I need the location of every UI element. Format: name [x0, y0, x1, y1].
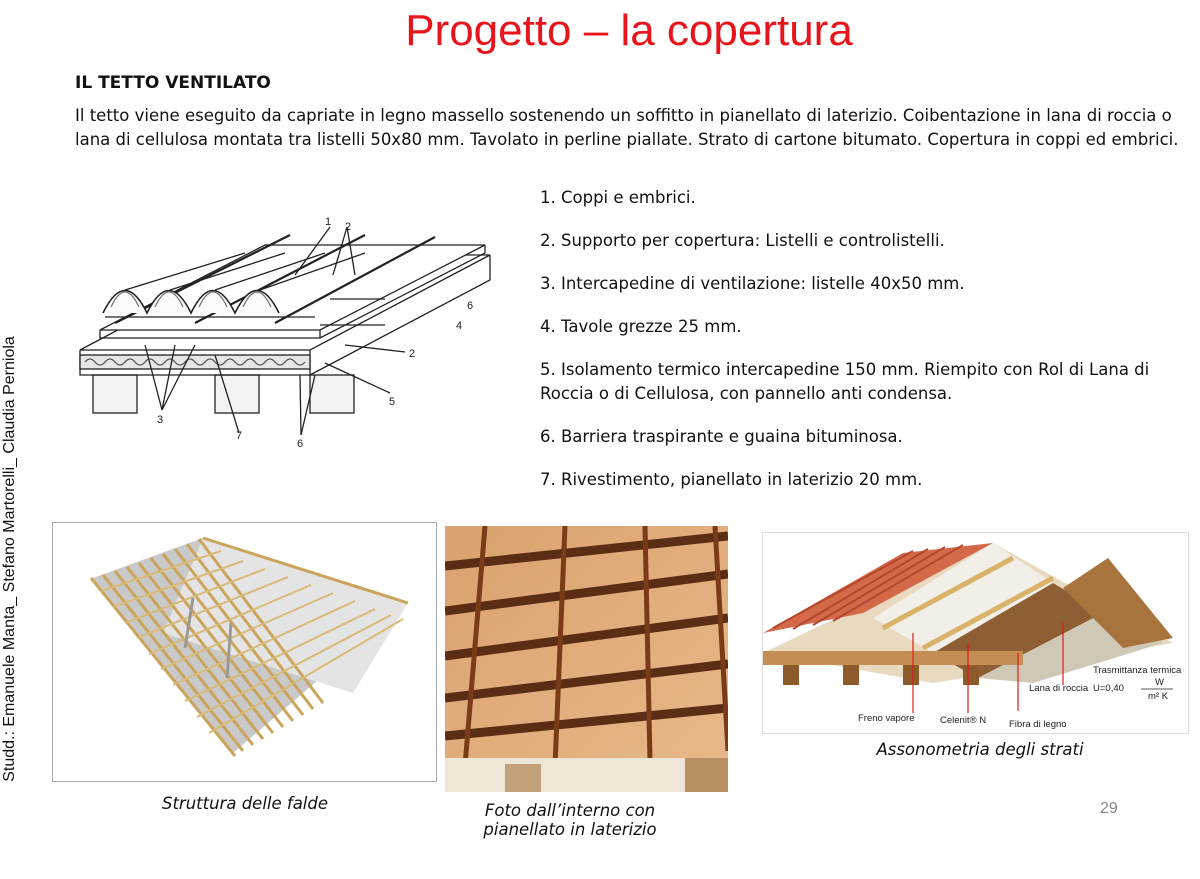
- axonometry-label: U=0,40: [1093, 683, 1124, 694]
- callout-label: 3: [157, 414, 164, 426]
- section-heading: IL TETTO VENTILATO: [75, 73, 271, 93]
- axonometry-label: Lana di roccia: [1029, 683, 1089, 694]
- photo-caption-line: pianellato in laterizio: [483, 820, 657, 839]
- axonometry-label: Trasmittanza termica: [1093, 665, 1182, 676]
- callout-label: 1: [325, 216, 332, 228]
- axonometry-label: Celenit® N: [940, 715, 987, 726]
- page-title: Progetto – la copertura: [405, 6, 853, 55]
- list-item: 3. Intercapedine di ventilazione: listelle 40x50 mm.: [540, 274, 965, 293]
- structure-caption: Struttura delle falde: [161, 794, 329, 813]
- axonometry-label: Fibra di legno: [1009, 719, 1067, 730]
- axonometry-label: Freno vapore: [858, 713, 915, 724]
- page-number: 29: [1100, 800, 1118, 817]
- list-item: 7. Rivestimento, pianellato in laterizio 20 mm.: [540, 470, 923, 489]
- axonometry-caption: Assonometria degli strati: [876, 740, 1084, 759]
- callout-label: 2: [345, 221, 352, 233]
- callout-label: 4: [456, 320, 463, 332]
- layer-list: [540, 186, 1170, 511]
- list-item: 6. Barriera traspirante e guaina bituminosa.: [540, 427, 903, 446]
- intro-paragraph: Il tetto viene eseguito da capriate in legno massello sostenendo un soffitto in pianellato di laterizio. Coibentazione in lana di roccia o lana di cellulosa montata tra listelli 50x80 mm. Tavolato in perline piallate. Strato di cartone bitumato. Copertura in coppi ed embrici.: [75, 106, 1179, 149]
- axonometry-figure: [762, 532, 1189, 734]
- callout-label: 6: [467, 300, 474, 312]
- photo-caption-line: Foto dall’interno con: [484, 801, 656, 820]
- roof-structure-figure: [52, 522, 437, 782]
- callout-label: 2: [409, 348, 416, 360]
- roof-section-drawing: [75, 215, 510, 460]
- list-item: 1. Coppi e embrici.: [540, 188, 696, 207]
- list-item: 5. Isolamento termico intercapedine 150 mm. Riempito con Rol di Lana di Roccia o di Cellulosa, con pannello anti condensa.: [540, 360, 1150, 403]
- interior-photo: [445, 526, 728, 792]
- callout-label: 7: [236, 430, 243, 442]
- author-credit: Studd.: Emanuele Manta_ Stefano Martorelli_ Claudia Perniola: [1, 336, 18, 782]
- axonometry-label: m² K: [1148, 691, 1169, 702]
- axonometry-label: W: [1155, 677, 1164, 688]
- list-item: 2. Supporto per copertura: Listelli e controlistelli.: [540, 231, 945, 250]
- photo-caption: [445, 801, 695, 839]
- callout-label: 6: [297, 438, 304, 450]
- list-item: 4. Tavole grezze 25 mm.: [540, 317, 742, 336]
- callout-label: 5: [389, 396, 396, 408]
